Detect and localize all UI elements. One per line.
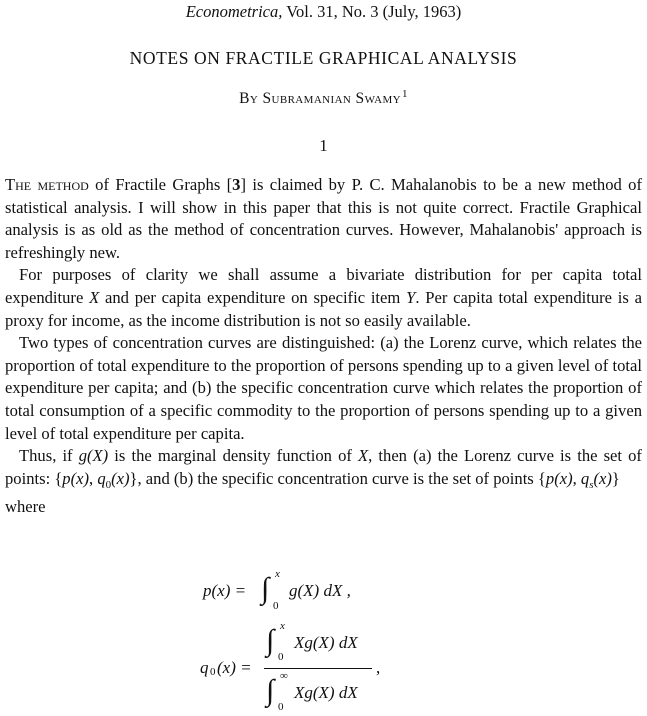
paragraph-1: The method of Fractile Graphs [3] is claimed by P. C. Mahalanobis to be a new method of statistical analysis. I will show in this paper that this is not quite correct. Fractile Graphical analysis is as old as the method of concentration curves. However, Mahalanobis' approach is refreshingly new. bbox=[5, 175, 642, 262]
paragraph-where: where bbox=[5, 497, 46, 517]
eq2-num-integrand: Xg(X) dX bbox=[294, 633, 358, 652]
fraction-bar bbox=[264, 668, 372, 669]
integral-sign: ∫ bbox=[266, 674, 275, 707]
paragraph-2: For purposes of clarity we shall assume a bivariate distribution for per capita total expenditure X and per capita expenditure on specific item Y. Per capita total expenditure is a proxy for income, as the income distribution is not so easily available. bbox=[5, 265, 642, 330]
eq2-den-integrand: Xg(X) dX bbox=[294, 683, 358, 702]
citation-ref: 3 bbox=[232, 175, 241, 194]
journal-issue: Vol. 31, No. 3 (July, 1963) bbox=[286, 2, 462, 21]
eq1-lhs: p(x) = bbox=[203, 581, 247, 600]
journal-name: Econometrica, bbox=[185, 2, 283, 21]
eq2-num-upper: x bbox=[280, 620, 285, 632]
byline bbox=[0, 88, 647, 108]
eq1-lower-limit: 0 bbox=[273, 600, 279, 612]
footnote-mark: 1 bbox=[402, 88, 408, 100]
paper-title: NOTES ON FRACTILE GRAPHICAL ANALYSIS bbox=[129, 48, 518, 68]
byline-prefix: By bbox=[239, 90, 259, 107]
lead-words: The method bbox=[5, 175, 89, 194]
author-name: Subramanian Swamy bbox=[262, 90, 401, 107]
section-number: 1 bbox=[319, 136, 328, 155]
equation-p bbox=[203, 570, 463, 614]
eq1-upper-limit: x bbox=[275, 568, 280, 580]
journal-header bbox=[0, 2, 647, 22]
eq2-den-lower: 0 bbox=[278, 701, 284, 713]
eq2-lhs-sub: 0 bbox=[210, 666, 216, 678]
integral-sign: ∫ bbox=[261, 572, 270, 605]
eq1-integrand: g(X) dX , bbox=[289, 581, 351, 600]
eq2-lhs-q: q bbox=[200, 658, 209, 677]
eq2-lhs-arg: (x) = bbox=[217, 658, 252, 677]
integral-sign: ∫ bbox=[266, 624, 275, 657]
equation-q0 bbox=[196, 622, 456, 716]
paragraph-3: Two types of concentration curves are distinguished: (a) the Lorenz curve, which relates the proportion of total expenditure to the proportion of persons spending up to a given level of total expenditure per capita; and (b) the specific concentration curve which relates the proportion of total consumption of a specific commodity to the proportion of persons spending up to a given level of total expenditure per capita. bbox=[5, 333, 642, 443]
body-text bbox=[5, 174, 642, 519]
eq2-trailing-comma: , bbox=[376, 658, 381, 677]
eq2-num-lower: 0 bbox=[278, 651, 284, 663]
eq2-den-upper: ∞ bbox=[280, 670, 288, 682]
paragraph-4: Thus, if g(X) is the marginal density function of X, then (a) the Lorenz curve is the set of points: {p(x), $q_0(x)$}, and (b) the specific concentration curve is the set of points {p(x), $q_s(x)$} bbox=[5, 446, 642, 491]
